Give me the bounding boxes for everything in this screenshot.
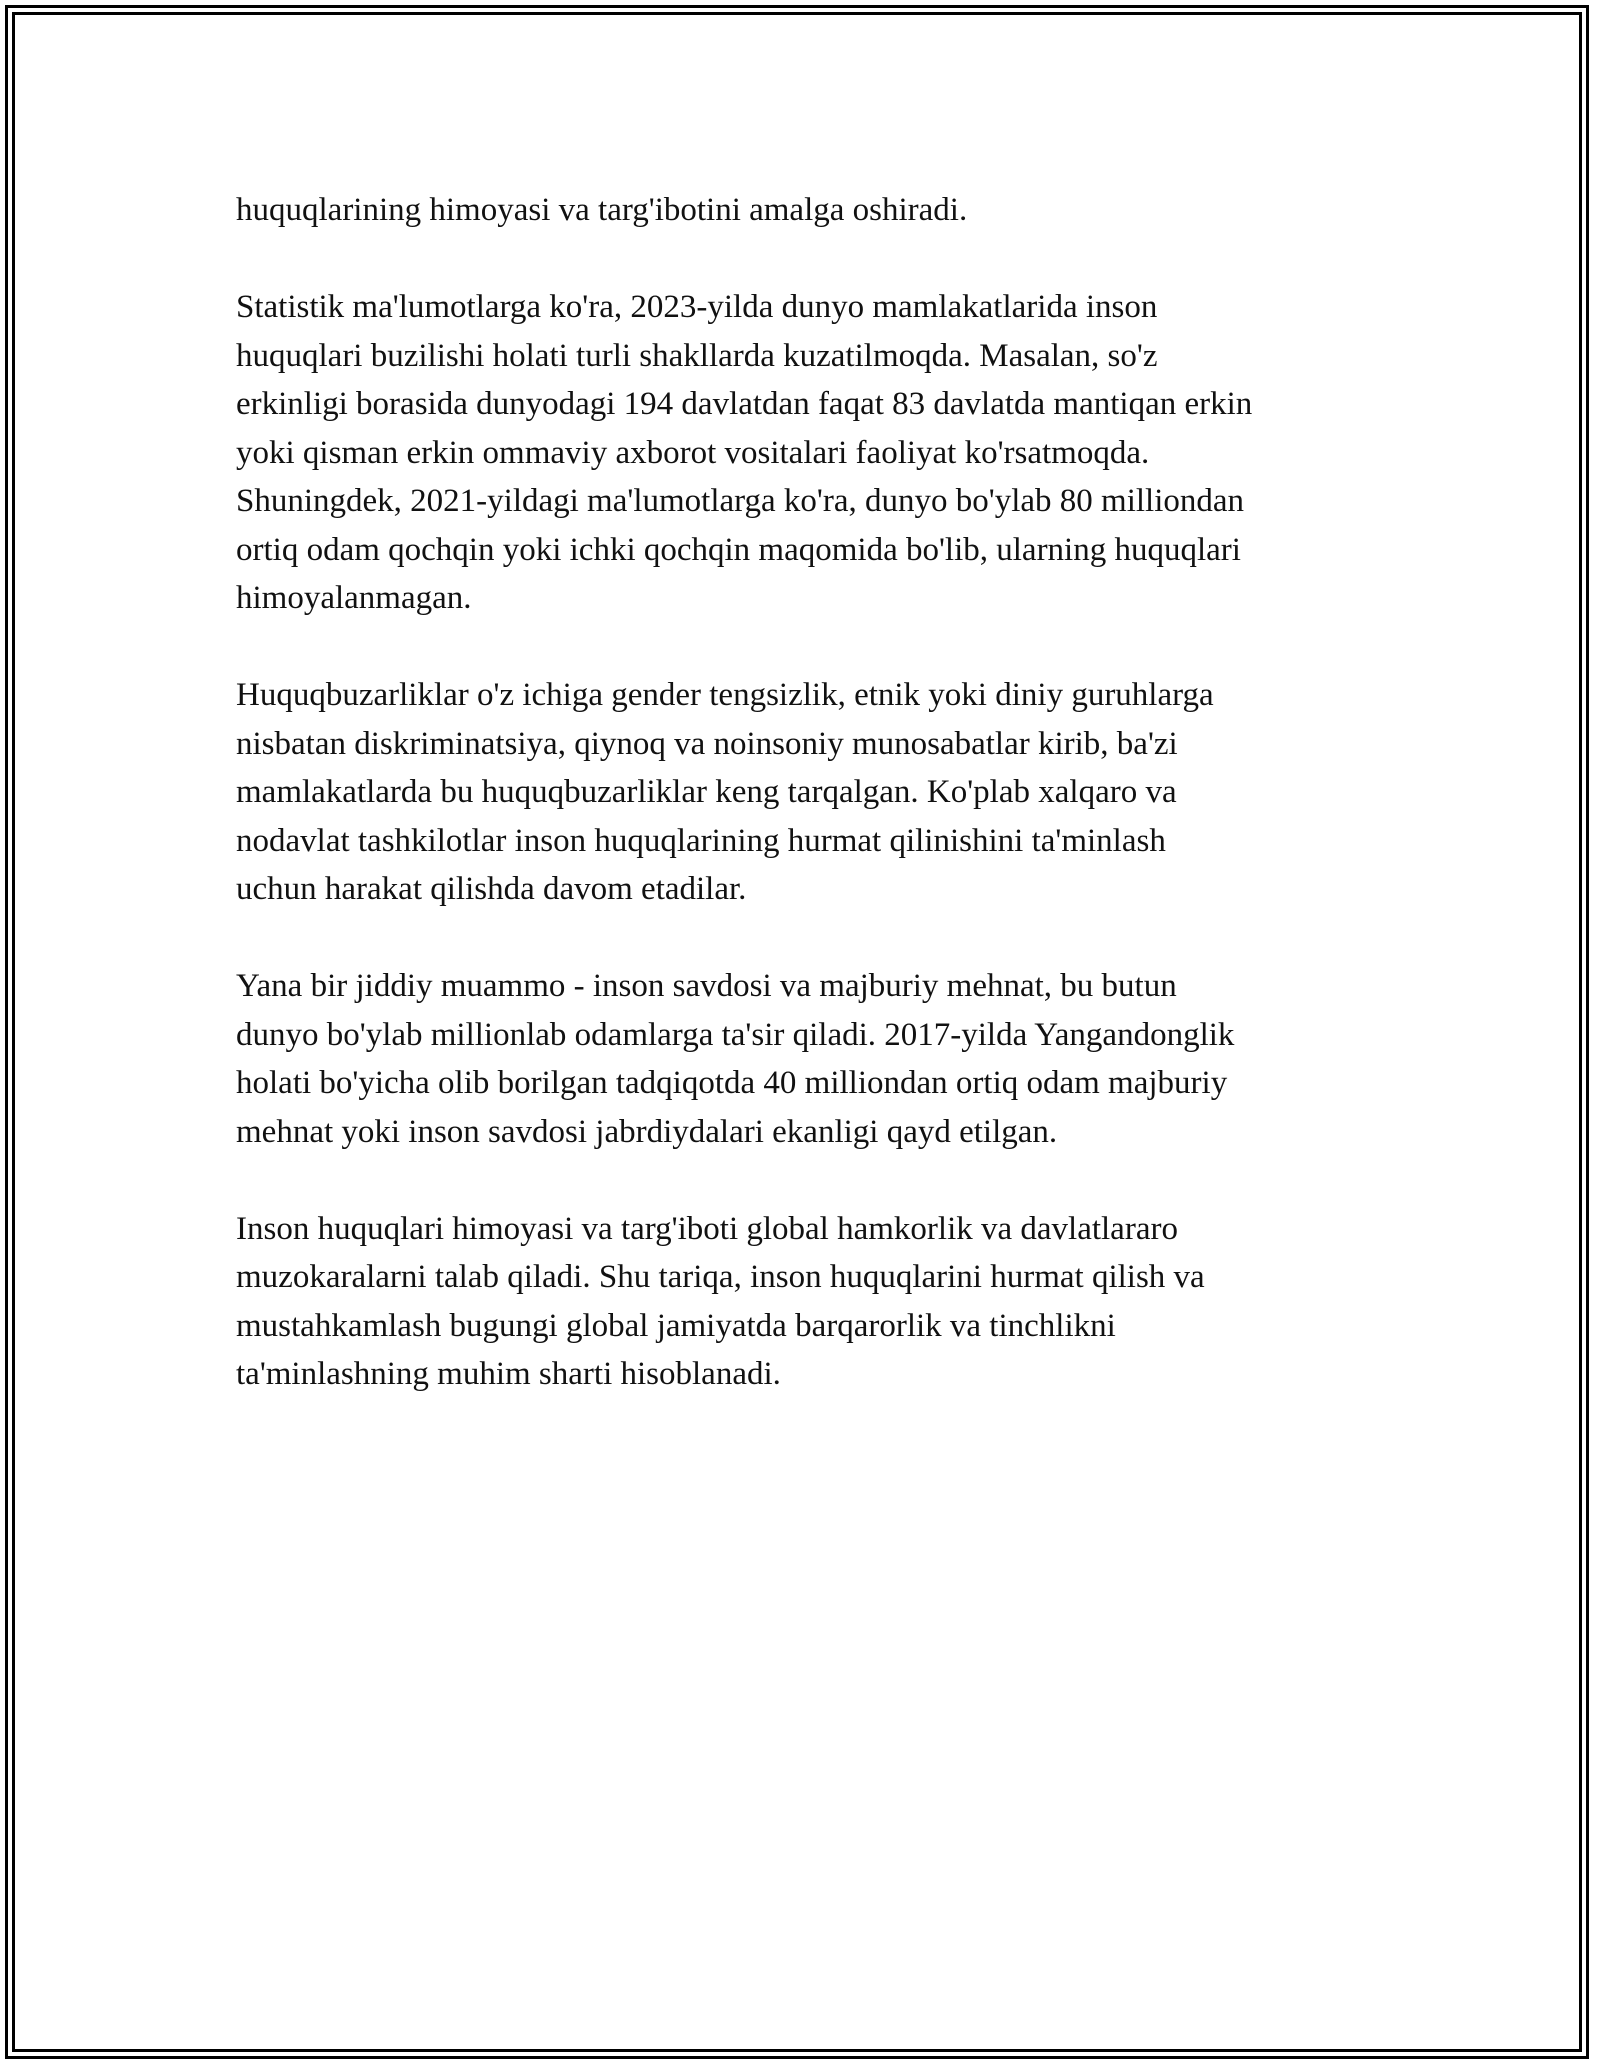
paragraph-2 (236, 283, 1386, 623)
text-line: Yana bir jiddiy muammo - inson savdosi va majburiy mehnat, bu butun (236, 968, 1177, 1004)
text-line: Shuningdek, 2021-yildagi ma'lumotlarga ko'ra, dunyo bo'ylab 80 milliondan (236, 483, 1245, 519)
paragraph-1 (236, 186, 1386, 235)
text-line: ortiq odam qochqin yoki ichki qochqin maqomida bo'lib, ularning huquqlari (236, 531, 1241, 568)
text-line: yoki qisman erkin ommaviy axborot vositalari faoliyat ko'rsatmoqda. (236, 434, 1150, 471)
document-body (236, 186, 1386, 1399)
text-line: mehnat yoki inson savdosi jabrdiydalari ekanligi qayd etilgan. (236, 1113, 1058, 1150)
text-line: huquqlari buzilishi holati turli shakllarda kuzatilmoqda. Masalan, so'z (236, 337, 1158, 374)
paragraph-4 (236, 962, 1386, 1156)
text-line: holati bo'yicha olib borilgan tadqiqotda 40 milliondan ortiq odam majburiy (236, 1065, 1228, 1101)
text-line: mustahkamlash bugungi global jamiyatda barqarorlik va tinchlikni (236, 1307, 1116, 1344)
text-line: uchun harakat qilishda davom etadilar. (236, 871, 747, 907)
paragraph-5 (236, 1205, 1386, 1399)
text-line: erkinligi borasida dunyodagi 194 davlatdan faqat 83 davlatda mantiqan erkin (236, 386, 1253, 422)
text-line: Huquqbuzarliklar o'z ichiga gender tengsizlik, etnik yoki diniy guruhlarga (236, 677, 1214, 713)
text-line: huquqlarining himoyasi va targ'ibotini amalga oshiradi. (236, 192, 968, 228)
text-line: Inson huquqlari himoyasi va targ'iboti global hamkorlik va davlatlararo (236, 1210, 1178, 1247)
text-line: nodavlat tashkilotlar inson huquqlarining hurmat qilinishini ta'minlash (236, 822, 1166, 859)
text-line: ta'minlashning muhim sharti hisoblanadi. (236, 1356, 781, 1392)
text-line: mamlakatlarda bu huquqbuzarliklar keng tarqalgan. Ko'plab xalqaro va (236, 774, 1177, 810)
text-line: Statistik ma'lumotlarga ko'ra, 2023-yilda dunyo mamlakatlarida inson (236, 289, 1158, 325)
text-line: dunyo bo'ylab millionlab odamlarga ta'sir qiladi. 2017-yilda Yangandonglik (236, 1016, 1235, 1053)
text-line: nisbatan diskriminatsiya, qiynoq va noinsoniy munosabatlar kirib, ba'zi (236, 725, 1178, 762)
text-line: himoyalanmagan. (236, 580, 472, 616)
text-line: muzokaralarni talab qiladi. Shu tariqa, inson huquqlarini hurmat qilish va (236, 1259, 1205, 1295)
paragraph-3 (236, 671, 1386, 914)
